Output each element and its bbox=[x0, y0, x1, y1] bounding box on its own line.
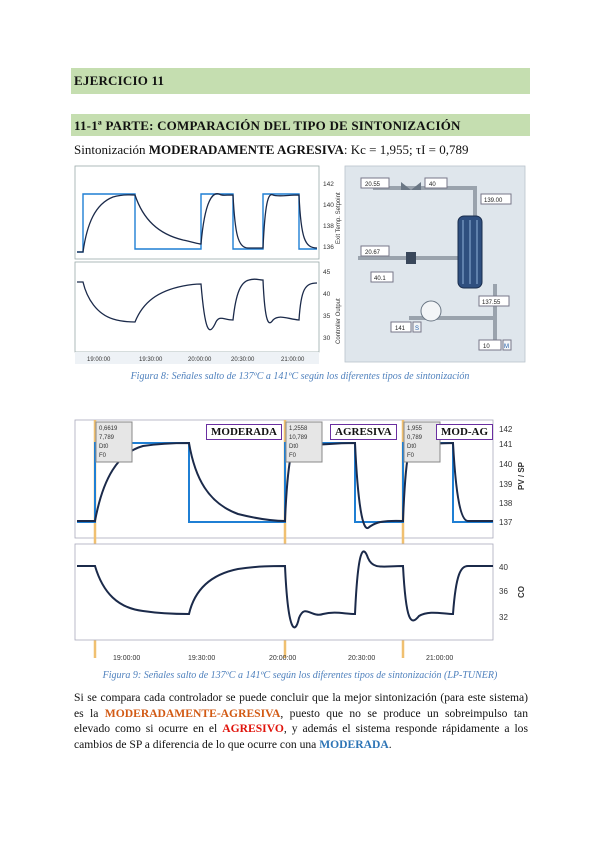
panel-sp-button: S bbox=[415, 326, 420, 332]
svg-text:0,6619: 0,6619 bbox=[99, 426, 118, 432]
figure8 bbox=[73, 164, 527, 364]
fig9-top-axis-title: PV / SP bbox=[517, 461, 526, 490]
fig9-top-tick: 142 bbox=[499, 425, 513, 434]
fig9-bottom-tick: 32 bbox=[499, 613, 508, 622]
fig8-top-tick: 142 bbox=[323, 181, 334, 188]
fig8-top-plot-frame bbox=[75, 166, 319, 259]
fig9-top-tick: 140 bbox=[499, 460, 513, 469]
fig9-top-tick: 137 bbox=[499, 518, 513, 527]
tuning-prefix: Sintonización bbox=[74, 142, 149, 157]
fig9-time-tick: 19:30:00 bbox=[188, 655, 216, 662]
svg-text:7,789: 7,789 bbox=[99, 435, 115, 441]
svg-text:Dt0: Dt0 bbox=[407, 444, 417, 450]
fig8-bottom-tick: 30 bbox=[323, 335, 331, 342]
svg-text:Dt0: Dt0 bbox=[99, 444, 109, 450]
panel-field-c: 139.00 bbox=[484, 198, 503, 204]
panel-field-b: 40 bbox=[429, 182, 436, 188]
fig9-time-tick: 19:00:00 bbox=[113, 655, 141, 662]
label-mod-ag: MOD-AG bbox=[436, 424, 493, 440]
fig9-bottom-tick: 40 bbox=[499, 563, 508, 572]
fig8-time-tick: 19:30:00 bbox=[139, 357, 163, 363]
svg-text:F0: F0 bbox=[289, 453, 297, 459]
fig9-bottom-plot-frame bbox=[75, 544, 493, 640]
fig8-bottom-tick: 45 bbox=[323, 269, 331, 276]
fig9-time-tick: 20:30:00 bbox=[348, 655, 376, 662]
fig9-time-tick: 21:00:00 bbox=[426, 655, 454, 662]
svg-text:F0: F0 bbox=[407, 453, 415, 459]
fig9-top-tick: 139 bbox=[499, 480, 513, 489]
panel-field-d: 20.67 bbox=[365, 250, 381, 256]
fig8-process-panel bbox=[345, 166, 525, 362]
panel-field-a: 20.55 bbox=[365, 182, 381, 188]
figure8-caption: Figura 8: Señales salto de 137ºC a 141ºC según los diferentes tipos de sintonización bbox=[130, 371, 470, 382]
highlight-agresivo: AGRESIVO bbox=[222, 722, 284, 735]
figure9-trend-chart bbox=[73, 418, 527, 666]
highlight-mod-agresiva: MODERADAMENTE-AGRESIVA bbox=[104, 706, 281, 720]
part-title: 11-1ª PARTE: COMPARACIÓN DEL TIPO DE SINTONIZACIÓN bbox=[74, 118, 461, 133]
fig8-time-tick: 20:30:00 bbox=[231, 357, 255, 363]
svg-text:0,789: 0,789 bbox=[407, 435, 423, 441]
fig9-top-tick: 138 bbox=[499, 499, 513, 508]
panel-field-g: 10 bbox=[483, 344, 490, 350]
tuning-mode: MODERADAMENTE AGRESIVA bbox=[148, 142, 344, 157]
panel-field-e: 40.1 bbox=[374, 276, 386, 282]
fig8-bottom-plot-frame bbox=[75, 262, 319, 352]
conclusion-paragraph: Si se compara cada controlador se puede concluir que la mejor sintonización (para este sistema) es la MODERADAMENTE-AGRESIVA, puesto que no se produce un sobreimpulso tan elevado como si ocurre en el AGRESIVO, y además el sistema responde rápidamente a los cambios de SP a diferencia de lo que ocurre con una MODERADA. bbox=[74, 691, 528, 751]
fig8-time-tick: 20:00:00 bbox=[188, 357, 212, 363]
fig9-bottom-axis-title: CO bbox=[517, 586, 526, 598]
panel-field-f: 137.55 bbox=[482, 300, 501, 306]
fig8-top-tick: 138 bbox=[323, 223, 334, 230]
label-moderada: MODERADA bbox=[206, 424, 282, 440]
fig8-top-axis-title: Exit Temp. Setpoint bbox=[336, 192, 342, 244]
panel-sp-field: 141 bbox=[395, 326, 406, 332]
svg-text:1,2558: 1,2558 bbox=[289, 426, 308, 432]
pump-icon bbox=[421, 301, 441, 321]
fig8-top-tick: 136 bbox=[323, 244, 334, 251]
fig8-top-tick: 140 bbox=[323, 202, 334, 209]
highlight-moderada: MODERADA bbox=[319, 737, 389, 751]
motor-icon bbox=[406, 252, 416, 264]
panel-mode-button: M bbox=[504, 344, 509, 350]
fig9-top-tick: 141 bbox=[499, 440, 513, 449]
figure9-caption: Figura 9: Señales salto de 137ºC a 141ºC según los diferentes tipos de sintonización (LP-TUNER) bbox=[102, 670, 498, 681]
section-title: EJERCICIO 11 bbox=[74, 73, 165, 88]
fig9-time-tick: 20:00:00 bbox=[269, 655, 297, 662]
svg-text:Dt0: Dt0 bbox=[289, 444, 299, 450]
fig8-time-tick: 19:00:00 bbox=[87, 357, 111, 363]
fig9-tooltip-3 bbox=[404, 422, 440, 462]
fig8-bottom-axis-title: Controller Output bbox=[336, 298, 342, 344]
svg-text:1,955: 1,955 bbox=[407, 426, 423, 432]
tuning-line bbox=[74, 142, 469, 158]
label-agresiva: AGRESIVA bbox=[330, 424, 397, 440]
fig8-bottom-tick: 40 bbox=[323, 291, 331, 298]
figure9 bbox=[73, 418, 527, 666]
svg-text:10,789: 10,789 bbox=[289, 435, 308, 441]
figure8-trend-chart bbox=[73, 164, 527, 364]
fig8-bottom-tick: 35 bbox=[323, 313, 331, 320]
fig9-tooltip-2 bbox=[286, 422, 322, 462]
fig9-bottom-tick: 36 bbox=[499, 587, 508, 596]
svg-text:F0: F0 bbox=[99, 453, 107, 459]
tuning-params: : Kc = 1,955; τI = 0,789 bbox=[343, 142, 469, 157]
fig9-tooltip-1 bbox=[96, 422, 132, 462]
fig8-time-tick: 21:00:00 bbox=[281, 357, 305, 363]
